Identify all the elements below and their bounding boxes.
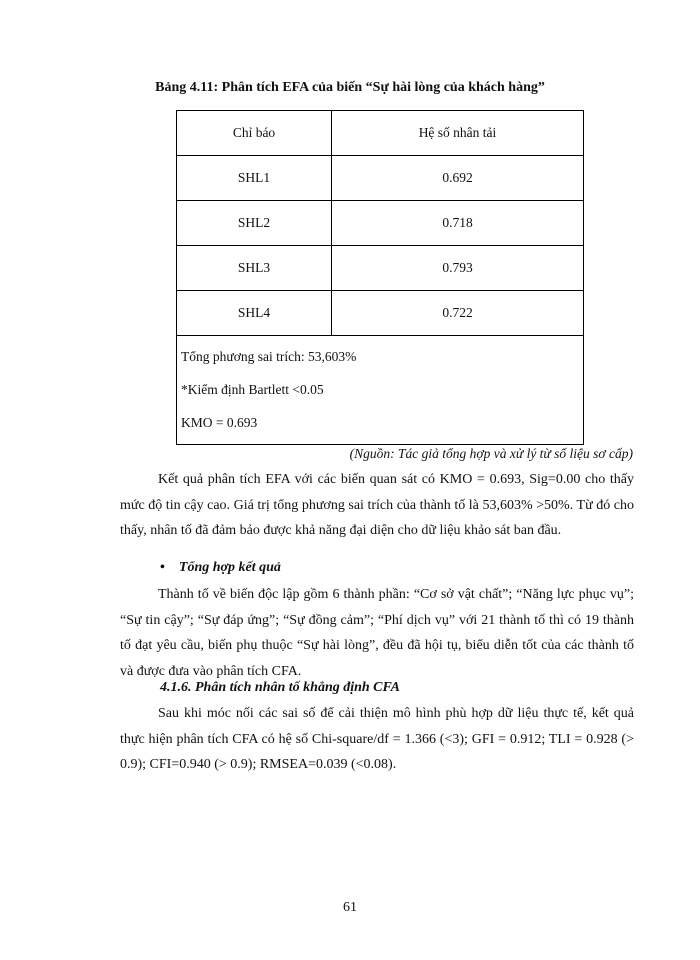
note-kmo: KMO = 0.693 <box>181 415 258 430</box>
table-notes-row <box>177 336 584 445</box>
header-indicator: Chỉ báo <box>177 111 332 156</box>
table-source: (Nguồn: Tác giả tổng hợp và xử lý từ số liệu sơ cấp) <box>349 446 633 461</box>
note-variance: Tổng phương sai trích: 53,603% <box>181 349 357 364</box>
loading-cell: 0.722 <box>332 291 584 336</box>
bullet-title: Tổng hợp kết quả <box>178 560 281 575</box>
page-number: 61 <box>343 900 357 915</box>
bullet-icon: • <box>160 560 165 575</box>
bullet-summary <box>160 560 281 576</box>
table-row <box>177 201 584 246</box>
efa-table <box>176 110 584 445</box>
table-row <box>177 246 584 291</box>
indicator-cell: SHL2 <box>177 201 332 246</box>
paragraph-summary: Thành tố về biến độc lập gồm 6 thành phần: “Cơ sở vật chất”; “Năng lực phục vụ”; “Sự tin cậy”; “Sự đáp ứng”; “Sự đồng cảm”; “Phí dịch vụ” với 21 thành tố thì có 19 thành tố đạt yêu cầu, biến phụ thuộc “Sự hài lòng”, đều đã hội tụ, biểu diễn tốt của các thành tố và được đưa vào phân tích CFA. <box>120 587 634 679</box>
indicator-cell: SHL1 <box>177 156 332 201</box>
table-notes <box>177 336 584 445</box>
table-caption: Bảng 4.11: Phân tích EFA của biến “Sự hài lòng của khách hàng” <box>155 80 545 95</box>
loading-cell: 0.793 <box>332 246 584 291</box>
paragraph-cfa: Sau khi móc nối các sai số để cải thiện mô hình phù hợp dữ liệu thực tế, kết quả thực hiện phân tích CFA có hệ số Chi-square/df = 1.366 (<3); GFI = 0.912; TLI = 0.928 (> 0.9); CFI=0.940 (> 0.9); RMSEA=0.039 (<0.08). <box>120 706 634 772</box>
paragraph-efa-result: Kết quả phân tích EFA với các biến quan sát có KMO = 0.693, Sig=0.00 cho thấy mức độ tin cậy cao. Giá trị tổng phương sai trích của thành tố là 53,603% >50%. Từ đó cho thấy, nhân tố đã đảm bảo được khả năng đại diện cho dữ liệu khảo sát ban đầu. <box>120 472 634 538</box>
table-row <box>177 291 584 336</box>
loading-cell: 0.718 <box>332 201 584 246</box>
indicator-cell: SHL4 <box>177 291 332 336</box>
table-header-row <box>177 111 584 156</box>
loading-cell: 0.692 <box>332 156 584 201</box>
header-loading: Hệ số nhân tải <box>332 111 584 156</box>
indicator-cell: SHL3 <box>177 246 332 291</box>
table-row <box>177 156 584 201</box>
note-bartlett: *Kiểm định Bartlett <0.05 <box>181 382 324 397</box>
section-heading: 4.1.6. Phân tích nhân tố khẳng định CFA <box>160 680 400 695</box>
